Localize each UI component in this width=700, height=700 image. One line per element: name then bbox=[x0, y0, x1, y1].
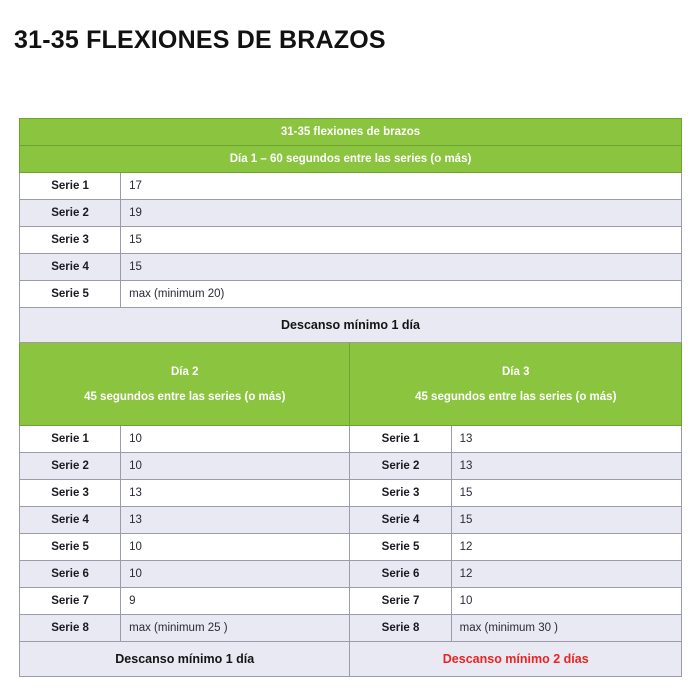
day2-rest-cell: Descanso mínimo 1 día bbox=[20, 642, 350, 677]
day1-serie-value: 17 bbox=[121, 173, 682, 200]
day3-serie-label: Serie 7 bbox=[350, 588, 451, 615]
day2-serie-label: Serie 4 bbox=[20, 507, 121, 534]
table-row bbox=[20, 588, 682, 615]
table-row bbox=[20, 200, 682, 227]
table-row bbox=[20, 227, 682, 254]
day1-serie-label: Serie 4 bbox=[20, 254, 121, 281]
day1-serie-label: Serie 5 bbox=[20, 281, 121, 308]
day3-header-cell bbox=[350, 343, 682, 426]
day23-header-row bbox=[20, 343, 682, 426]
day2-serie-label: Serie 6 bbox=[20, 561, 121, 588]
day2-serie-label: Serie 3 bbox=[20, 480, 121, 507]
day3-serie-label: Serie 5 bbox=[350, 534, 451, 561]
day2-serie-label: Serie 8 bbox=[20, 615, 121, 642]
day3-serie-value: max (minimum 30 ) bbox=[451, 615, 681, 642]
day1-rest-cell: Descanso mínimo 1 día bbox=[20, 308, 682, 343]
day1-rest-row bbox=[20, 308, 682, 343]
day1-header-cell: Día 1 – 60 segundos entre las series (o más) bbox=[20, 146, 682, 173]
day1-serie-label: Serie 3 bbox=[20, 227, 121, 254]
day3-serie-label: Serie 8 bbox=[350, 615, 451, 642]
day2-serie-value: 10 bbox=[121, 453, 350, 480]
page-title: 31-35 FLEXIONES DE BRAZOS bbox=[14, 26, 386, 54]
day2-header-cell bbox=[20, 343, 350, 426]
day2-serie-value: 13 bbox=[121, 507, 350, 534]
day3-serie-label: Serie 2 bbox=[350, 453, 451, 480]
day3-serie-value: 13 bbox=[451, 426, 681, 453]
day3-serie-label: Serie 1 bbox=[350, 426, 451, 453]
table-title-row bbox=[20, 119, 682, 146]
table-row bbox=[20, 507, 682, 534]
routine-table-wrapper bbox=[19, 118, 682, 677]
day1-serie-value: max (minimum 20) bbox=[121, 281, 682, 308]
day2-sub: 45 segundos entre las series (o más) bbox=[84, 390, 286, 403]
table-row bbox=[20, 615, 682, 642]
day1-serie-value: 15 bbox=[121, 227, 682, 254]
day2-serie-value: 13 bbox=[121, 480, 350, 507]
table-row bbox=[20, 534, 682, 561]
table-row bbox=[20, 453, 682, 480]
day2-serie-label: Serie 5 bbox=[20, 534, 121, 561]
table-title-cell: 31-35 flexiones de brazos bbox=[20, 119, 682, 146]
routine-table bbox=[19, 118, 682, 677]
day3-rest-cell: Descanso mínimo 2 días bbox=[350, 642, 682, 677]
day1-serie-value: 15 bbox=[121, 254, 682, 281]
table-row bbox=[20, 426, 682, 453]
day1-serie-value: 19 bbox=[121, 200, 682, 227]
table-row bbox=[20, 480, 682, 507]
day3-serie-value: 15 bbox=[451, 507, 681, 534]
day3-serie-value: 12 bbox=[451, 561, 681, 588]
day2-serie-value: 10 bbox=[121, 426, 350, 453]
table-row bbox=[20, 281, 682, 308]
day1-serie-label: Serie 1 bbox=[20, 173, 121, 200]
day3-name: Día 3 bbox=[501, 365, 530, 378]
day3-serie-value: 12 bbox=[451, 534, 681, 561]
day3-serie-label: Serie 3 bbox=[350, 480, 451, 507]
day2-serie-value: max (minimum 25 ) bbox=[121, 615, 350, 642]
day2-serie-value: 10 bbox=[121, 561, 350, 588]
day3-serie-value: 10 bbox=[451, 588, 681, 615]
day23-rest-row bbox=[20, 642, 682, 677]
day3-serie-label: Serie 6 bbox=[350, 561, 451, 588]
day3-serie-label: Serie 4 bbox=[350, 507, 451, 534]
day2-serie-label: Serie 7 bbox=[20, 588, 121, 615]
day3-serie-value: 13 bbox=[451, 453, 681, 480]
day2-serie-label: Serie 1 bbox=[20, 426, 121, 453]
day3-sub: 45 segundos entre las series (o más) bbox=[415, 390, 617, 403]
day2-name: Día 2 bbox=[170, 365, 199, 378]
table-row bbox=[20, 561, 682, 588]
day2-serie-value: 10 bbox=[121, 534, 350, 561]
day2-serie-value: 9 bbox=[121, 588, 350, 615]
day1-serie-label: Serie 2 bbox=[20, 200, 121, 227]
table-row bbox=[20, 254, 682, 281]
day2-serie-label: Serie 2 bbox=[20, 453, 121, 480]
table-row bbox=[20, 173, 682, 200]
day3-serie-value: 15 bbox=[451, 480, 681, 507]
day1-header-row bbox=[20, 146, 682, 173]
